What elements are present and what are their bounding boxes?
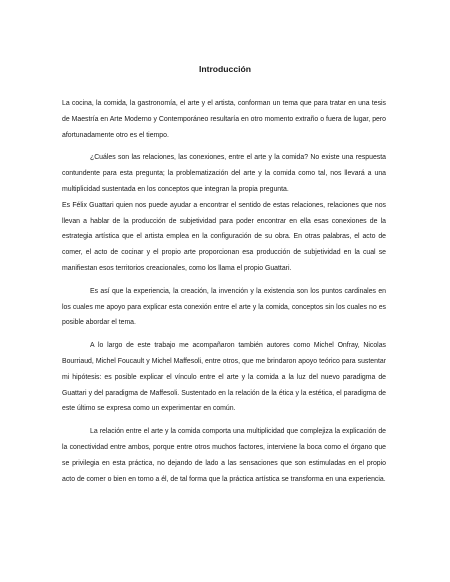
- paragraph-6: La relación entre el arte y la comida comporta una multiplicidad que complejiza la explicación de la conectividad entre ambos, porque entre otros muchos factores, interviene la boca como el órgano que se privilegia en esta práctica, no dejando de lado a las sensaciones que son estimuladas en el propio acto de comer o bien en torno a él, de tal forma que la práctica artística se transforma en una experiencia.: [62, 428, 386, 483]
- paragraph-3: Es Félix Guattari quien nos puede ayudar a encontrar el sentido de estas relaciones, relaciones que nos llevan a hablar de la producción de subjetividad para poder encontrar en ella esas conexiones de la estrategia artística que el artista emplea en la configuración de su obra. En otras palabras, el acto de comer, el acto de cocinar y el propio arte proporcionan esa producción de subjetividad en la cual se manifiestan esos territorios creacionales, como los llama el propio Guattari.: [62, 201, 386, 272]
- body-text: [62, 96, 386, 487]
- paragraph-4: Es así que la experiencia, la creación, la invención y la existencia son los puntos cardinales en los cuales me apoyo para explicar esta conexión entre el arte y la comida, conceptos sin los cuales no es posible abordar el tema.: [62, 287, 386, 327]
- page-title: Introducción: [198, 64, 252, 74]
- paragraph-1: La cocina, la comida, la gastronomía, el arte y el artista, conforman un tema que para tratar en una tesis de Maestría en Arte Moderno y Contemporáneo resultaría en otro momento extraño o fuera de lugar, pero afortunadamente otro es el tiempo.: [62, 100, 386, 139]
- paragraph-2: ¿Cuáles son las relaciones, las conexiones, entre el arte y la comida? No existe una respuesta contundente para esta pregunta; la problematización del arte y la comida como tal, nos llevará a una multiplicidad sustentada en los conceptos que integran la propia pregunta.: [62, 154, 386, 193]
- paragraph-5: A lo largo de este trabajo me acompañaron también autores como Michel Onfray, Nicolas Bourriaud, Michel Foucault y Michel Maffesoli, entre otros, que me brindaron apoyo teórico para sustentar mi hipótesis: es posible explicar el vínculo entre el arte y la comida a la luz del nuevo paradigma de Guattari y del paradigma de Maffesoli. Sustentado en la relación de la ética y la estética, el paradigma de este último se expresa como un experimentar en común.: [62, 342, 386, 413]
